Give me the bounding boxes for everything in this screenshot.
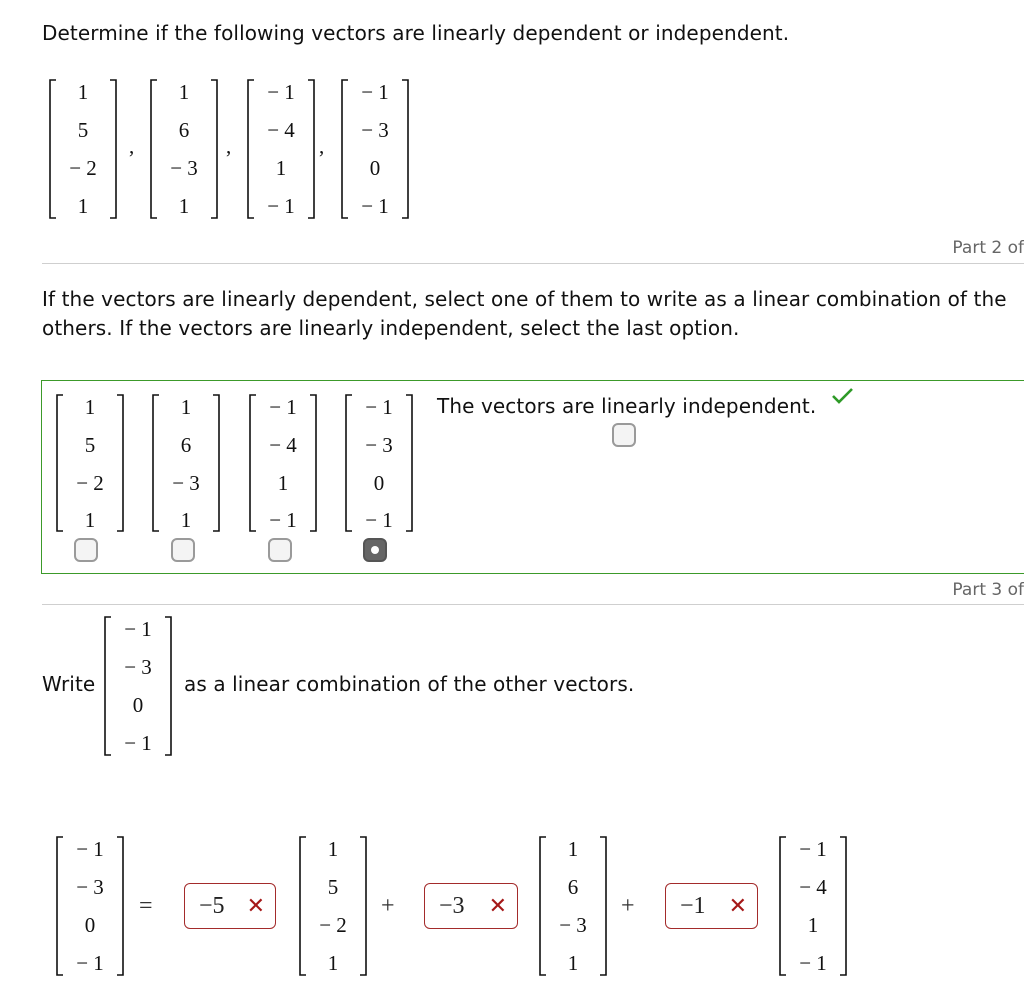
term-vector-3 xyxy=(778,835,848,977)
vector-entry: − 1 xyxy=(269,508,297,532)
vector-entry: 1 xyxy=(275,156,287,180)
linear-combination-suffix: as a linear combination of the other vectors. xyxy=(184,672,635,696)
coefficient-input-1[interactable] xyxy=(184,883,276,929)
vector-entry: 1 xyxy=(178,80,190,104)
option-vector-3 xyxy=(248,393,318,533)
option-vector-2-checkbox[interactable] xyxy=(171,538,195,562)
equation-lhs-vector xyxy=(55,835,125,977)
vector-entry: − 3 xyxy=(172,471,200,495)
vector-entry: − 4 xyxy=(799,875,827,899)
vector-entry: 1 xyxy=(327,951,339,975)
vector-entry: 0 xyxy=(132,693,144,717)
vector-entry: 0 xyxy=(369,156,381,180)
vector-entry: − 3 xyxy=(361,118,389,142)
part1-vector-3 xyxy=(246,78,316,220)
vector-entry: 1 xyxy=(84,508,96,532)
divider xyxy=(42,604,1024,605)
vector-entry: 0 xyxy=(373,471,385,495)
option-vector-3-checkbox[interactable] xyxy=(268,538,292,562)
part1-vector-1 xyxy=(48,78,118,220)
term-vector-1 xyxy=(298,835,368,977)
vector-entry: − 1 xyxy=(124,731,152,755)
vector-entry: 1 xyxy=(178,194,190,218)
write-label: Write xyxy=(42,672,96,696)
vector-entry: − 4 xyxy=(269,433,297,457)
vector-entry: − 1 xyxy=(361,194,389,218)
independent-option-label: The vectors are linearly independent. xyxy=(437,394,817,418)
vector-entry: 1 xyxy=(567,837,579,861)
option-vector-1-checkbox[interactable] xyxy=(74,538,98,562)
vector-entry: 5 xyxy=(84,433,96,457)
term-vector-2 xyxy=(538,835,608,977)
option-vector-2 xyxy=(151,393,221,533)
vector-entry: − 1 xyxy=(269,395,297,419)
vector-entry: − 1 xyxy=(76,951,104,975)
coefficient-value: −1 xyxy=(680,892,706,919)
part1-question: Determine if the following vectors are linearly dependent or independent. xyxy=(42,21,790,45)
part1-vector-2 xyxy=(149,78,219,220)
incorrect-x-icon: ✕ xyxy=(728,893,747,919)
coefficient-input-3[interactable] xyxy=(665,883,758,929)
vector-entry: 1 xyxy=(327,837,339,861)
independent-option-checkbox[interactable] xyxy=(612,423,636,447)
part2-instruction-line2: others. If the vectors are linearly independent, select the last option. xyxy=(42,316,740,340)
vector-entry: 1 xyxy=(84,395,96,419)
vector-entry: 6 xyxy=(567,875,579,899)
vector-entry: − 1 xyxy=(365,508,393,532)
coefficient-value: −3 xyxy=(439,892,465,919)
option-vector-4-checkbox[interactable] xyxy=(363,538,387,562)
incorrect-x-icon: ✕ xyxy=(246,893,265,919)
vector-entry: 1 xyxy=(77,80,89,104)
option-vector-4 xyxy=(344,393,414,533)
vector-entry: 6 xyxy=(180,433,192,457)
part-2-label: Part 2 of xyxy=(952,238,1024,258)
vector-entry: 1 xyxy=(567,951,579,975)
vector-entry: − 4 xyxy=(267,118,295,142)
vector-entry: 1 xyxy=(77,194,89,218)
vector-separator: , xyxy=(129,134,135,158)
vector-entry: − 1 xyxy=(365,395,393,419)
plus-sign: + xyxy=(381,893,395,919)
vector-entry: − 3 xyxy=(365,433,393,457)
part2-instruction-line1: If the vectors are linearly dependent, select one of them to write as a linear combination of the xyxy=(42,287,1007,311)
option-vector-1 xyxy=(55,393,125,533)
vector-entry: 5 xyxy=(77,118,89,142)
check-icon xyxy=(831,386,855,406)
vector-entry: 5 xyxy=(327,875,339,899)
vector-entry: − 2 xyxy=(76,471,104,495)
plus-sign: + xyxy=(621,893,635,919)
vector-entry: 1 xyxy=(180,508,192,532)
vector-separator: , xyxy=(226,134,232,158)
equals-sign: = xyxy=(139,893,153,919)
part1-vector-4 xyxy=(340,78,410,220)
vector-entry: − 1 xyxy=(76,837,104,861)
vector-entry: − 1 xyxy=(124,617,152,641)
vector-entry: − 3 xyxy=(76,875,104,899)
target-vector xyxy=(103,615,173,757)
coefficient-input-2[interactable] xyxy=(424,883,518,929)
vector-entry: − 3 xyxy=(170,156,198,180)
vector-entry: − 1 xyxy=(799,837,827,861)
vector-entry: − 2 xyxy=(319,913,347,937)
vector-entry: 1 xyxy=(277,471,289,495)
incorrect-x-icon: ✕ xyxy=(488,893,507,919)
vector-entry: 1 xyxy=(807,913,819,937)
vector-entry: 0 xyxy=(84,913,96,937)
vector-separator: , xyxy=(319,134,325,158)
coefficient-value: −5 xyxy=(199,892,225,919)
vector-entry: 1 xyxy=(180,395,192,419)
vector-entry: − 2 xyxy=(69,156,97,180)
part-3-label: Part 3 of xyxy=(952,580,1024,600)
vector-entry: − 1 xyxy=(799,951,827,975)
vector-entry: − 3 xyxy=(559,913,587,937)
divider xyxy=(42,263,1024,264)
vector-entry: 6 xyxy=(178,118,190,142)
vector-entry: − 1 xyxy=(267,194,295,218)
vector-entry: − 1 xyxy=(267,80,295,104)
vector-entry: − 1 xyxy=(361,80,389,104)
vector-entry: − 3 xyxy=(124,655,152,679)
